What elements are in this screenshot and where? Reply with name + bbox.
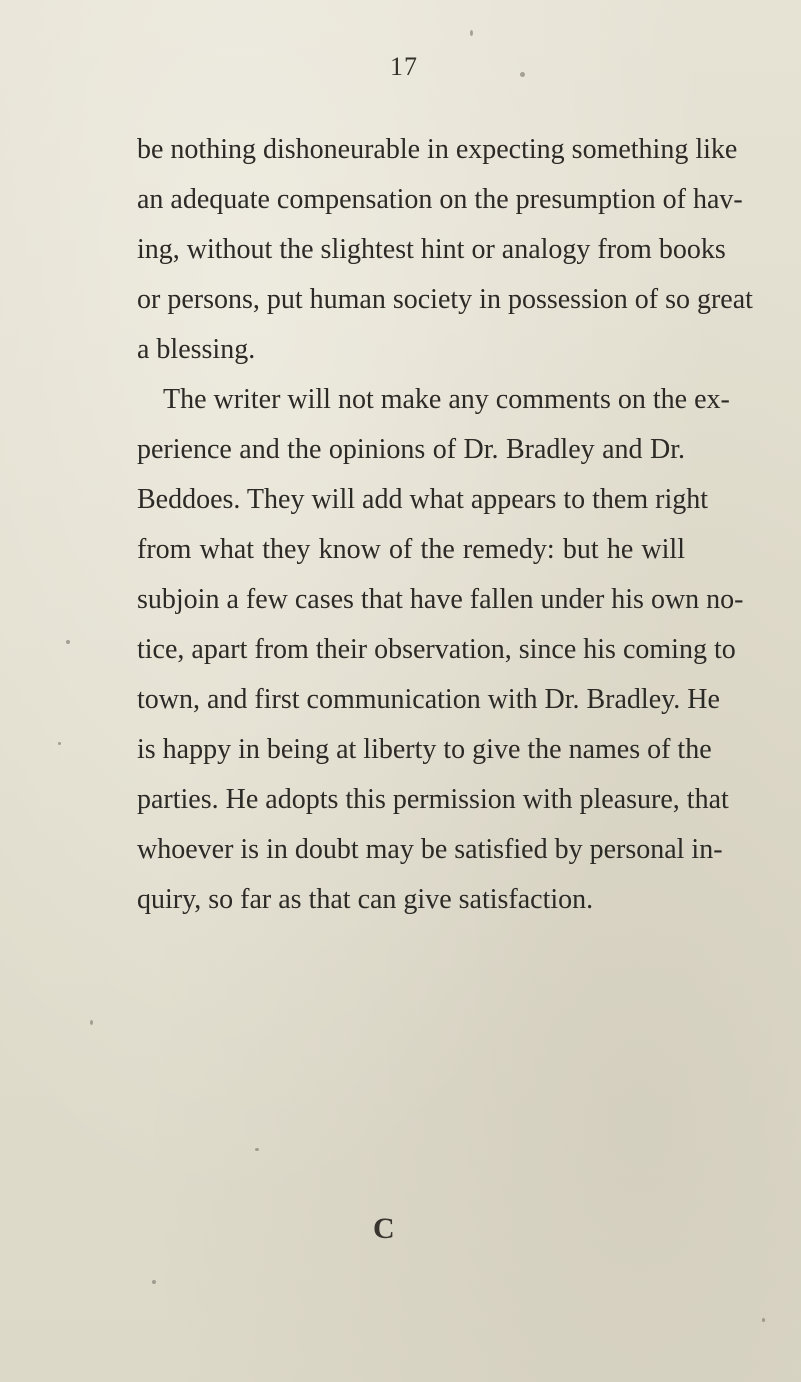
text-line-12: town, and first communication with Dr. Bradley. He (137, 684, 720, 715)
text-line-2: an adequate compensation on the presumption of hav- (137, 184, 743, 215)
text-line-8: Beddoes. They will add what appears to them right (137, 484, 709, 515)
text-line-10: subjoin a few cases that have fallen under his own no- (137, 584, 744, 615)
paper-speck (152, 1280, 156, 1284)
text-line-7: perience and the opinions of Dr. Bradley and Dr. (137, 434, 685, 465)
signature-mark: C (373, 1212, 395, 1245)
paper-speck (762, 1318, 765, 1322)
text-line-5: a blessing. (137, 334, 256, 365)
paper-speck (255, 1148, 259, 1151)
text-line-6: The writer will not make any comments on the ex- (163, 384, 730, 415)
paper-speck (90, 1020, 93, 1025)
text-line-13: is happy in being at liberty to give the names of the (137, 734, 712, 765)
text-line-16: quiry, so far as that can give satisfaction. (137, 884, 594, 915)
page-number: 17 (390, 52, 418, 81)
text-line-1: be nothing dishoneurable in expecting something like (137, 134, 738, 165)
paper-speck (66, 640, 70, 644)
text-line-9: from what they know of the remedy: but he will (137, 534, 685, 565)
text-line-11: tice, apart from their observation, since his coming to (137, 634, 736, 665)
text-line-3: ing, without the slightest hint or analogy from books (137, 234, 726, 265)
text-line-4: or persons, put human society in possession of so great (137, 284, 753, 315)
paper-speck (470, 30, 473, 36)
paper-speck (520, 72, 525, 77)
text-line-14: parties. He adopts this permission with pleasure, that (137, 784, 729, 815)
paper-speck (58, 742, 61, 745)
text-line-15: whoever is in doubt may be satisfied by personal in- (137, 834, 723, 865)
